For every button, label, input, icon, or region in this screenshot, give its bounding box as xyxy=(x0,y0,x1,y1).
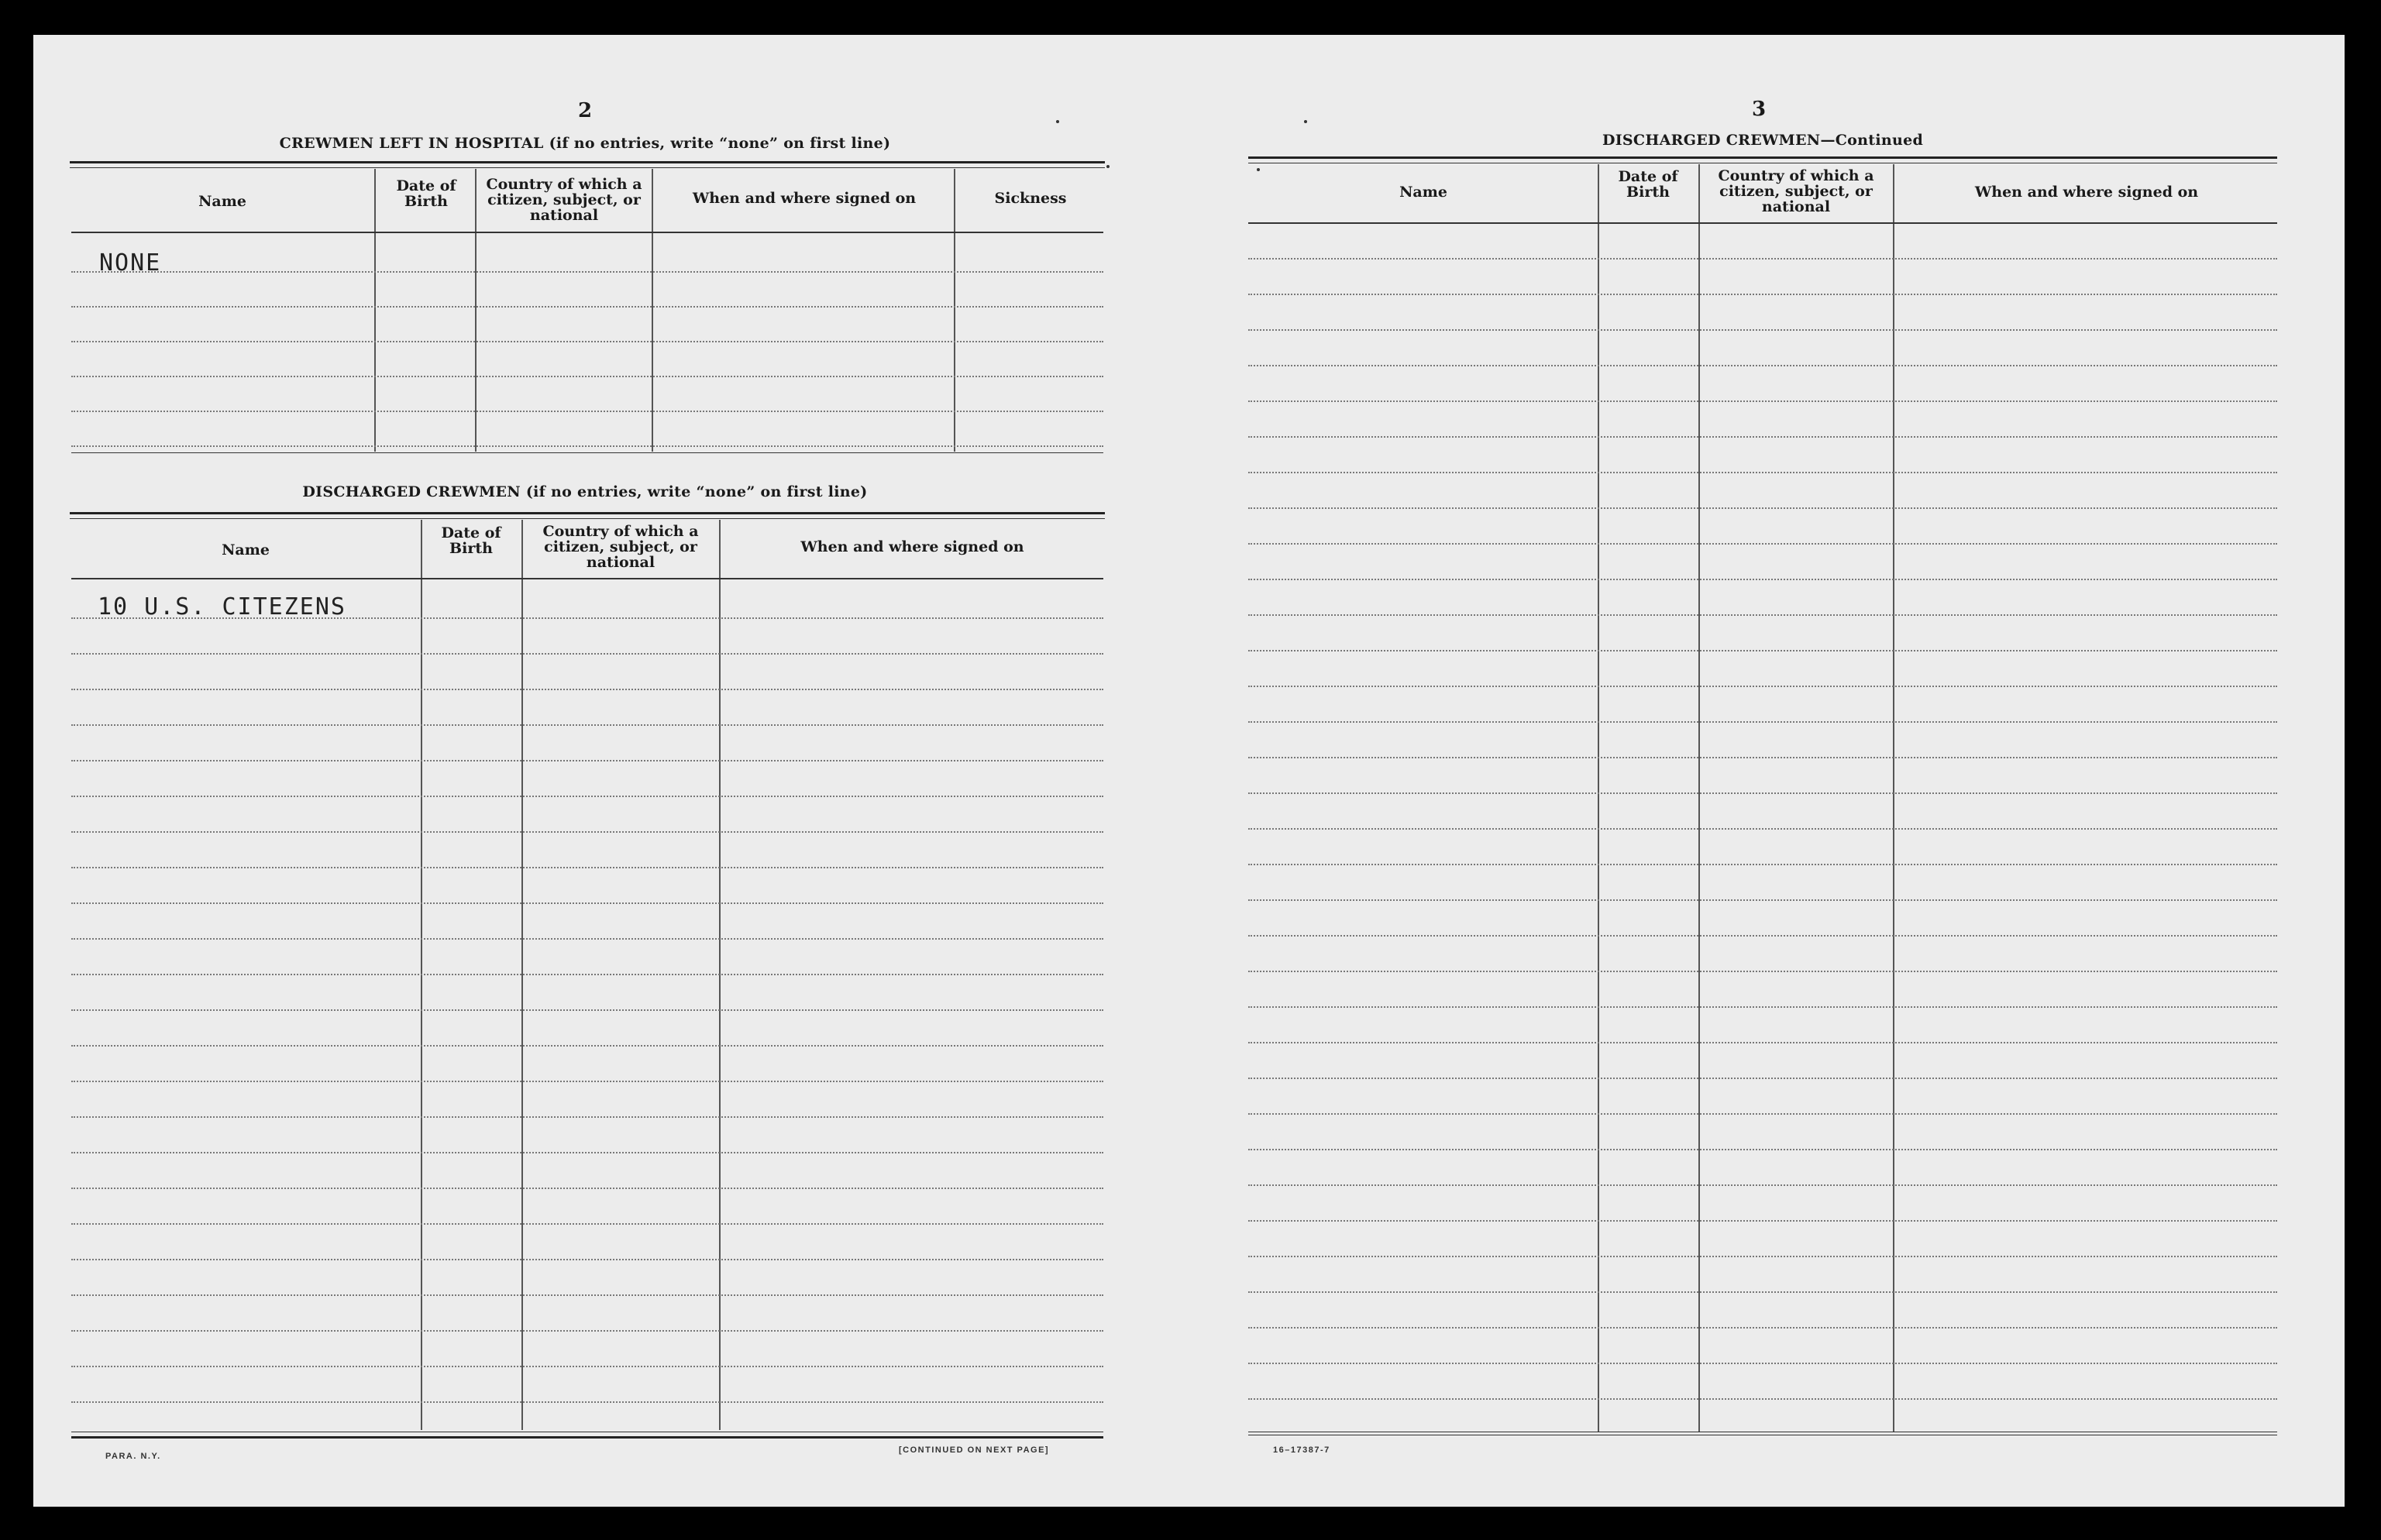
discharged-entry-first: 10 U.S. CITEZENS xyxy=(98,593,346,620)
rule xyxy=(71,452,1103,453)
entry-line xyxy=(1248,1078,2277,1079)
entry-line xyxy=(71,341,1103,342)
rule xyxy=(70,167,1105,168)
hospital-header-signed: When and where signed on xyxy=(692,190,917,207)
entry-line xyxy=(71,376,1103,377)
entry-line xyxy=(71,760,1103,761)
entry-line xyxy=(1248,1327,2277,1329)
header-underline xyxy=(71,578,1103,579)
entry-line xyxy=(1248,579,2277,580)
entry-line xyxy=(1248,294,2277,295)
discharged-header-country: Country of which a citizen, subject, or national xyxy=(542,523,699,571)
entry-line xyxy=(71,1401,1103,1403)
footer-form-code: 16–17387-7 xyxy=(1273,1445,1330,1455)
entry-line xyxy=(71,1045,1103,1047)
entry-line xyxy=(1248,472,2277,473)
hospital-header-sickness: Sickness xyxy=(994,190,1067,207)
discharged-title-text: DISCHARGED CREWMEN xyxy=(302,483,521,500)
entry-line xyxy=(71,653,1103,655)
entry-line xyxy=(71,1116,1103,1118)
entry-line xyxy=(1248,1184,2277,1186)
entry-line xyxy=(71,974,1103,975)
entry-line xyxy=(1248,1291,2277,1293)
entry-line xyxy=(71,1366,1103,1367)
column-divider xyxy=(1598,164,1599,1432)
column-divider xyxy=(475,169,477,452)
entry-line xyxy=(1248,1398,2277,1400)
entry-line xyxy=(71,1009,1103,1011)
hospital-entry-none: NONE xyxy=(99,249,162,277)
discharged-header-name: Name xyxy=(222,541,270,559)
entry-line xyxy=(71,867,1103,868)
entry-line xyxy=(71,306,1103,308)
header-underline xyxy=(71,232,1103,233)
discharged-section-title xyxy=(70,483,1100,500)
entry-line xyxy=(71,689,1103,690)
document-paper xyxy=(33,35,2345,1507)
entry-line xyxy=(1248,686,2277,687)
entry-line xyxy=(71,1259,1103,1260)
entry-line xyxy=(1248,1042,2277,1043)
entry-line xyxy=(71,1223,1103,1225)
right-header-country: Country of which a citizen, subject, or national xyxy=(1718,167,1874,215)
entry-line xyxy=(71,1152,1103,1153)
entry-line xyxy=(1248,507,2277,509)
entry-line xyxy=(1248,1006,2277,1008)
right-header-name: Name xyxy=(1399,184,1447,201)
entry-line xyxy=(1248,614,2277,616)
hospital-section-title xyxy=(70,135,1100,152)
entry-line xyxy=(1248,436,2277,438)
entry-line xyxy=(1248,828,2277,830)
hospital-title-note: (if no entries, write “none” on first line) xyxy=(549,135,891,152)
column-divider xyxy=(954,169,955,452)
entry-line xyxy=(71,831,1103,833)
entry-line xyxy=(71,1188,1103,1189)
entry-line xyxy=(71,724,1103,726)
page-number-right: 3 xyxy=(1751,98,1767,121)
hospital-title-text: CREWMEN LEFT IN HOSPITAL xyxy=(279,135,544,152)
entry-line xyxy=(1248,400,2277,402)
entry-line xyxy=(1248,1363,2277,1364)
print-speck xyxy=(1304,120,1307,123)
entry-line xyxy=(1248,1113,2277,1115)
right-section-title: DISCHARGED CREWMEN—Continued xyxy=(1602,132,1924,149)
entry-line xyxy=(71,271,1103,273)
entry-line xyxy=(71,1081,1103,1082)
entry-line xyxy=(1248,543,2277,545)
entry-line xyxy=(1248,792,2277,794)
column-divider xyxy=(1698,164,1700,1432)
entry-line xyxy=(1248,1149,2277,1150)
right-header-signed: When and where signed on xyxy=(1974,184,2199,201)
rule xyxy=(70,518,1105,519)
print-speck xyxy=(1257,168,1260,171)
hospital-header-name: Name xyxy=(198,193,246,210)
entry-line xyxy=(1248,258,2277,260)
discharged-header-signed: When and where signed on xyxy=(800,538,1024,555)
print-speck xyxy=(1056,120,1059,123)
entry-line xyxy=(1248,899,2277,901)
entry-line xyxy=(71,445,1103,447)
entry-line xyxy=(1248,935,2277,937)
entry-line xyxy=(71,902,1103,904)
discharged-header-dob: Date of Birth xyxy=(441,524,501,557)
column-divider xyxy=(1893,164,1894,1432)
page-number-left: 2 xyxy=(577,99,593,122)
entry-line xyxy=(1248,650,2277,651)
entry-line xyxy=(1248,1256,2277,1257)
entry-line xyxy=(1248,721,2277,723)
rule xyxy=(71,1436,1103,1439)
column-divider xyxy=(652,169,653,452)
header-underline xyxy=(1248,222,2277,224)
entry-line xyxy=(71,938,1103,940)
rule xyxy=(70,161,1105,163)
entry-line xyxy=(71,1294,1103,1296)
entry-line xyxy=(71,796,1103,797)
entry-line xyxy=(1248,757,2277,758)
entry-line xyxy=(1248,971,2277,972)
rule xyxy=(70,512,1105,514)
right-header-dob: Date of Birth xyxy=(1618,168,1678,201)
entry-line xyxy=(71,1330,1103,1332)
entry-line xyxy=(1248,1220,2277,1222)
entry-line xyxy=(1248,864,2277,865)
hospital-header-country: Country of which a citizen, subject, or national xyxy=(486,176,642,224)
rule xyxy=(1248,156,2277,159)
footer-printer: PARA. N.Y. xyxy=(105,1452,161,1461)
discharged-title-note: (if no entries, write “none” on first line) xyxy=(525,483,868,500)
column-divider xyxy=(374,169,376,452)
entry-line xyxy=(71,411,1103,412)
entry-line xyxy=(1248,365,2277,366)
print-speck xyxy=(1106,165,1110,168)
hospital-header-dob: Date of Birth xyxy=(396,177,456,210)
footer-continued: [CONTINUED ON NEXT PAGE] xyxy=(899,1445,1050,1455)
entry-line xyxy=(71,617,1103,619)
entry-line xyxy=(1248,329,2277,331)
